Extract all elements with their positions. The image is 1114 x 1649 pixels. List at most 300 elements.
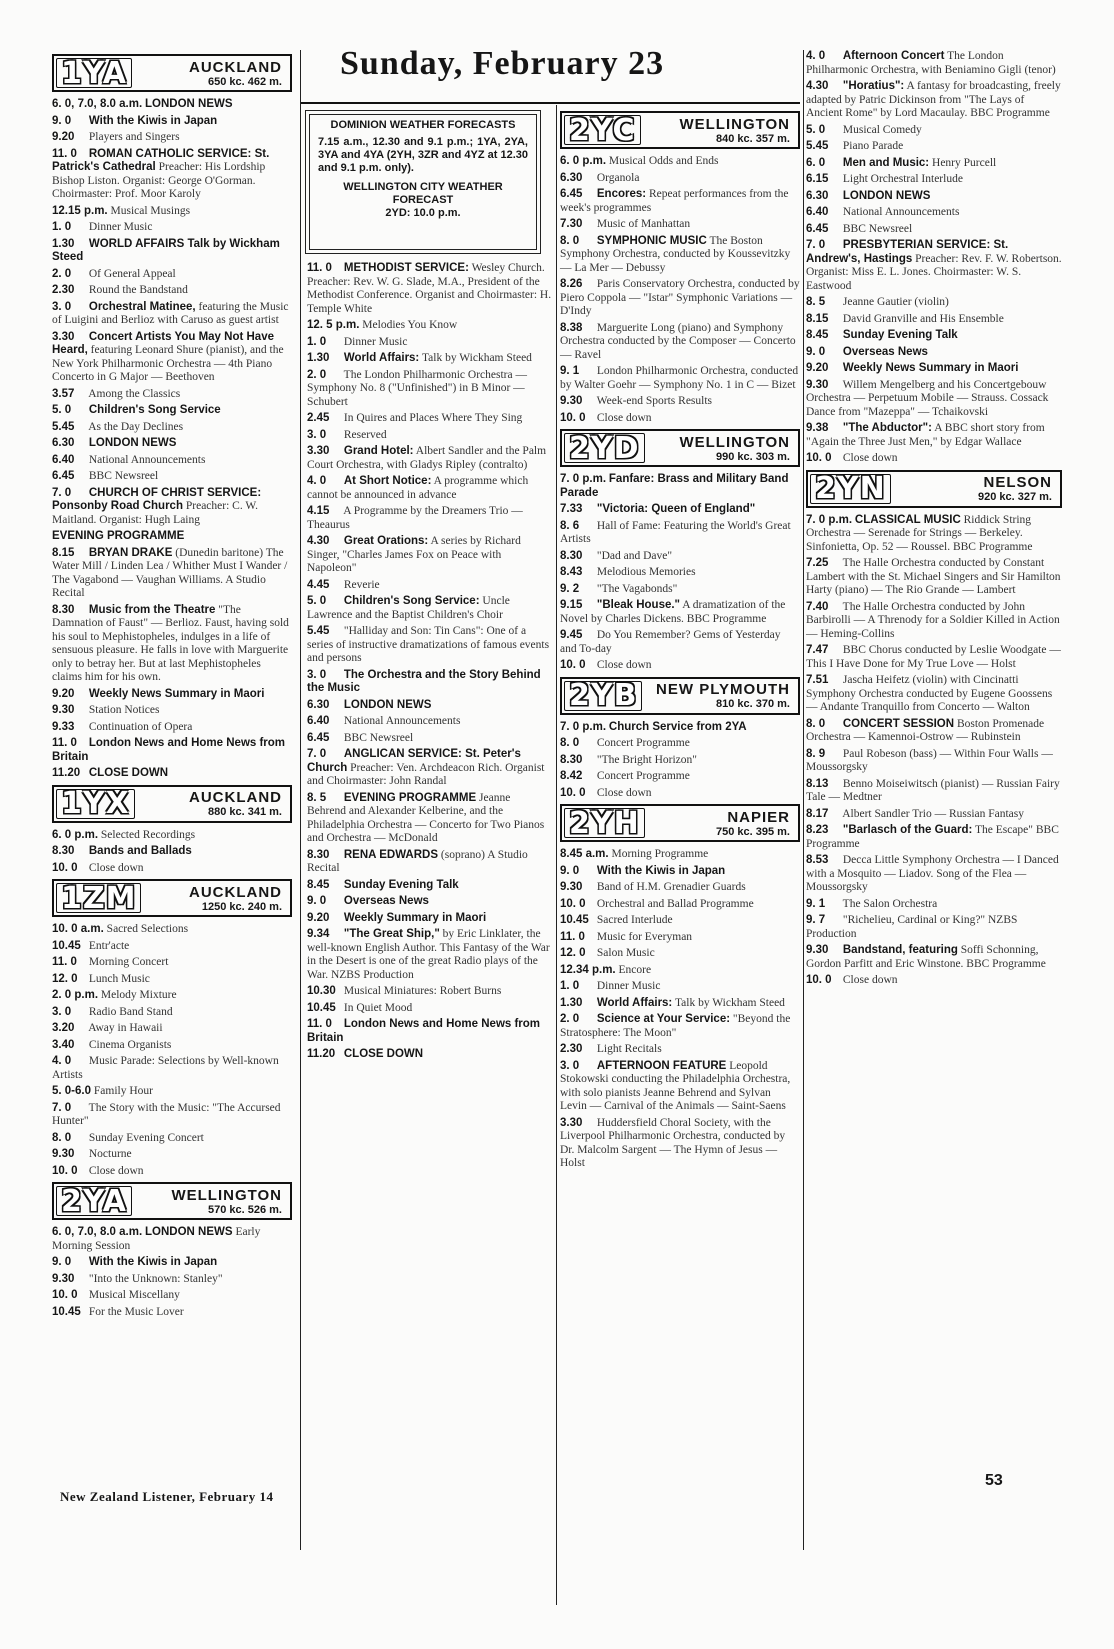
- programme-details: Among the Classics: [88, 387, 181, 400]
- programme-details: Piano Parade: [842, 140, 904, 152]
- schedule-2yh: [560, 848, 800, 1171]
- programme-details: Musical Miscellany: [88, 1289, 180, 1301]
- programme-entry: [806, 223, 1062, 237]
- programme-entry: [806, 140, 1062, 154]
- programme-entry: [806, 674, 1062, 715]
- programme-details: National Announcements: [88, 453, 206, 466]
- programme-entry: [806, 601, 1062, 642]
- programme-entry: [52, 115, 292, 129]
- programme-details: Boston Promenade Orchestra — Kamennoi-Ostrow — Rubinstein: [806, 717, 1045, 743]
- programme-title: Bandstand, featuring: [842, 944, 958, 956]
- programme-details: Benno Moiseiwitsch (pianist) — Russian Fairy Tale — Medtner: [806, 777, 1060, 803]
- programme-entry: [52, 388, 292, 402]
- station-city: NEW PLYMOUTH: [656, 681, 790, 698]
- programme-entry: [52, 923, 292, 937]
- programme-title: Children's Song Service: [88, 404, 221, 416]
- programme-entry: [52, 98, 292, 112]
- programme-entry: [560, 931, 800, 945]
- programme-entry: [52, 704, 292, 718]
- schedule-2yh-continued: [806, 50, 1062, 466]
- programme-time: 6.45: [52, 470, 75, 482]
- programme-time: 11. 0: [307, 262, 332, 274]
- programme-title: At Short Notice:: [343, 475, 432, 487]
- station-frequency: 840 kc. 357 m.: [715, 132, 790, 145]
- programme-details: Henry Purcell: [932, 156, 997, 169]
- programme-entry: [806, 50, 1062, 77]
- programme-title: ROMAN CATHOLIC SERVICE: St. Patrick's Cathedral: [52, 147, 270, 173]
- programme-details: Close down: [842, 452, 898, 464]
- programme-details: BBC Chorus conducted by Leslie Woodgate — This I Have Done for My True Love — Holst: [806, 644, 1061, 670]
- programme-details: Uncle Lawrence and the Baptist Children's Choir: [307, 595, 510, 621]
- programme-details: Wesley Church. Preacher: Rev. W. G. Slade, M.A., President of the Methodist Conference. Organist and Choirmaster: H. Temple White: [307, 262, 552, 315]
- programme-details: Paul Robeson (bass) — Within Four Walls — Moussorgsky: [806, 747, 1053, 773]
- programme-entry: [52, 547, 292, 601]
- programme-time: 8.30: [52, 845, 75, 857]
- programme-entry: [52, 1148, 292, 1162]
- programme-entry: [806, 778, 1062, 805]
- programme-entry: [806, 944, 1062, 971]
- programme-entry: [560, 235, 800, 276]
- programme-time: 9.34: [307, 928, 330, 940]
- programme-time: 12. 0: [52, 972, 78, 985]
- programme-entry: [307, 879, 552, 893]
- programme-details: A fantasy for broadcasting, freely adapted by Patric Dickinson from "The Lays of Ancient Rome" by Lord Macaulay. BBC Programme: [806, 80, 1061, 119]
- programme-time: 8.17: [806, 807, 829, 820]
- programme-time: 9.30: [52, 1148, 75, 1160]
- programme-details: Orchestral and Ballad Programme: [596, 897, 754, 910]
- programme-details: Musical Comedy: [842, 123, 922, 136]
- programme-time: 3. 0: [307, 668, 327, 681]
- programme-entry: [52, 1085, 292, 1099]
- programme-time: 1. 0: [560, 980, 580, 992]
- programme-time: 10. 0: [560, 659, 586, 671]
- programme-title: WORLD AFFAIRS Talk by Wickham Steed: [52, 237, 280, 263]
- column-2: [307, 262, 552, 1065]
- programme-details: Early Morning Session: [52, 1226, 261, 1252]
- programme-time: 7.33: [560, 503, 583, 515]
- programme-details: Music of Manhattan: [596, 218, 691, 230]
- programme-entry: [560, 473, 800, 500]
- programme-details: National Announcements: [343, 715, 461, 727]
- programme-time: 10. 0: [52, 861, 78, 874]
- programme-details: BBC Newsreel: [88, 470, 159, 482]
- programme-details: Sacred Selections: [106, 923, 189, 935]
- programme-time: 6. 0, 7.0, 8.0 a.m.: [52, 1226, 143, 1238]
- programme-details: Encore: [618, 963, 652, 976]
- programme-details: Repeat performances from the week's programmes: [560, 188, 789, 214]
- programme-entry: [52, 437, 292, 451]
- programme-time: 9. 7: [806, 914, 826, 926]
- programme-entry: [52, 268, 292, 282]
- programme-time: 6. 0: [806, 156, 826, 169]
- programme-time: 7. 0: [307, 748, 327, 760]
- column-3: [560, 107, 800, 1174]
- programme-title: "The Great Ship,": [343, 928, 440, 940]
- programme-title: London News and Home News from Britain: [307, 1018, 541, 1044]
- programme-time: 8.30: [560, 549, 583, 562]
- programme-details: Of General Appeal: [88, 267, 176, 280]
- programme-time: 10. 0: [806, 452, 832, 464]
- programme-title: London News and Home News from Britain: [52, 737, 286, 763]
- programme-time: 11. 0: [560, 930, 585, 943]
- programme-entry: [806, 173, 1062, 187]
- programme-title: Concert Artists You May Not Have Heard,: [52, 330, 274, 356]
- programme-time: 6. 0 p.m.: [560, 155, 607, 167]
- programme-time: 4.45: [307, 578, 330, 591]
- programme-time: 5. 0: [806, 123, 826, 136]
- programme-time: 6.30: [560, 171, 583, 184]
- programme-details: A programme which cannot be announced in advance: [307, 475, 529, 501]
- station-frequency: 920 kc. 327 m.: [977, 491, 1052, 503]
- programme-entry: [560, 1060, 800, 1114]
- programme-details: "Beyond the Stratosphere: The Moon": [560, 1013, 791, 1039]
- programme-entry: [806, 329, 1062, 343]
- programme-time: 2.45: [307, 412, 330, 424]
- station-city: AUCKLAND: [189, 883, 282, 901]
- programme-entry: [806, 898, 1062, 912]
- programme-time: 6.30: [806, 189, 829, 202]
- programme-entry: [806, 452, 1062, 466]
- programme-entry: [52, 454, 292, 468]
- programme-title: With the Kiwis in Japan: [596, 864, 726, 877]
- programme-details: Paris Conservatory Orchestra, conducted by Piero Coppola — "Istar" Symphonic Variations — D'Indy: [560, 278, 800, 317]
- programme-details: Preacher: His Lordship Bishop Liston. Organist: George O'Gorman. Choirmaster: Prof. Moor Karoly: [52, 161, 266, 200]
- weather-forecast-box: [309, 114, 537, 250]
- programme-details: For the Music Lover: [88, 1305, 184, 1318]
- programme-time: 3.40: [52, 1038, 75, 1051]
- programme-entry: [52, 989, 292, 1003]
- programme-title: "Bleak House.": [596, 599, 681, 611]
- programme-time: 1.30: [52, 237, 75, 250]
- page-title: Sunday, February 23: [340, 45, 665, 82]
- programme-entry: [52, 1289, 292, 1303]
- programme-details: Sacred Interlude: [596, 914, 673, 926]
- programme-entry: [52, 1039, 292, 1053]
- programme-time: 12.15 p.m.: [52, 204, 108, 217]
- programme-time: 8. 5: [806, 296, 826, 308]
- programme-details: Dinner Music: [596, 980, 661, 992]
- programme-title: Weekly News Summary in Maori: [88, 687, 265, 700]
- schedule-2yn: [806, 514, 1062, 988]
- programme-details: London Philharmonic Orchestra, conducted by Walter Goehr — Symphony No. 1 in C — Bizet: [560, 365, 799, 391]
- programme-entry: [806, 974, 1062, 988]
- programme-title: Sunday Evening Talk: [343, 878, 459, 891]
- station-call-sign: 2YD: [564, 433, 645, 463]
- programme-details: by Eric Linklater, the well-known English Author. This Fantasy of the War in the Desert is one of the great Radio plays of the War. NZBS Production: [307, 928, 550, 981]
- programme-time: 9.20: [806, 362, 829, 374]
- programme-time: 2.30: [560, 1043, 583, 1055]
- programme-details: Reserved: [343, 428, 387, 441]
- programme-entry: [52, 404, 292, 418]
- programme-time: 5.45: [52, 420, 75, 433]
- programme-title: Music from the Theatre: [88, 603, 216, 616]
- schedule-2ya-continued: [307, 262, 552, 1062]
- programme-time: 6.40: [52, 453, 75, 466]
- programme-details: Close down: [596, 411, 652, 424]
- programme-entry: [307, 792, 552, 846]
- programme-title: Grand Hotel:: [343, 445, 414, 457]
- programme-time: 7. 0 p.m.: [560, 473, 607, 485]
- programme-time: 9. 0: [52, 1256, 72, 1268]
- programme-details: Lunch Music: [88, 972, 150, 985]
- programme-details: David Granville and His Ensemble: [842, 312, 1004, 325]
- programme-entry: [52, 284, 292, 298]
- programme-details: Jascha Heifetz (violin) with Cincinatti Symphony Orchestra conducted by Eugene Goossens — Andante Tranquillo from Concerto — Walton: [806, 674, 1053, 713]
- programme-details: Radio Band Stand: [88, 1005, 173, 1018]
- station-header-2yn: [806, 470, 1062, 508]
- programme-title: EVENING PROGRAMME: [343, 791, 477, 804]
- programme-time: 8. 9: [806, 747, 826, 760]
- programme-title: Overseas News: [842, 345, 928, 358]
- station-header-1ya: [52, 54, 292, 92]
- programme-title: "Horatius":: [842, 80, 905, 92]
- programme-time: 7.51: [806, 674, 829, 686]
- programme-time: 6.40: [307, 715, 330, 727]
- programme-time: 10. 0: [560, 411, 586, 424]
- programme-title: CLOSE DOWN: [88, 767, 169, 779]
- programme-details: Cinema Organists: [88, 1038, 172, 1051]
- programme-time: 8.13: [806, 777, 829, 790]
- programme-time: 3.57: [52, 387, 75, 400]
- programme-entry: [307, 535, 552, 576]
- programme-time: 9.20: [307, 911, 330, 924]
- programme-details: "Dad and Dave": [596, 549, 673, 562]
- programme-details: Selected Recordings: [100, 828, 196, 841]
- programme-entry: [560, 881, 800, 895]
- programme-time: 8. 6: [560, 519, 580, 532]
- station-city: WELLINGTON: [679, 433, 790, 451]
- programme-time: 6.40: [806, 206, 829, 218]
- programme-time: 3.20: [52, 1022, 75, 1034]
- programme-entry: [806, 514, 1062, 555]
- programme-time: 6.15: [806, 173, 829, 185]
- programme-title: LONDON NEWS: [88, 437, 177, 449]
- station-city: AUCKLAND: [189, 58, 282, 76]
- programme-entry: [560, 566, 800, 580]
- programme-time: 12. 5 p.m.: [307, 319, 360, 331]
- programme-details: Preacher: C. W. Maitland. Organist: Hugh Laing: [52, 500, 259, 526]
- programme-entry: [806, 362, 1062, 376]
- programme-time: 9.20: [52, 131, 75, 143]
- programme-time: 7.30: [560, 218, 583, 230]
- programme-entry: [52, 301, 292, 328]
- programme-details: Close down: [88, 1164, 144, 1177]
- programme-details: A BBC short story from "Again the Three Just Men," by Edgar Wallace: [806, 422, 1045, 448]
- programme-entry: [806, 914, 1062, 941]
- programme-time: 9. 0: [560, 864, 580, 877]
- title-rule: [300, 102, 800, 104]
- station-header-2yb: [560, 677, 800, 715]
- programme-entry: [806, 157, 1062, 171]
- programme-time: 5. 0: [307, 595, 327, 607]
- programme-time: 8.15: [52, 546, 75, 559]
- programme-time: 1. 0: [52, 221, 72, 233]
- programme-details: Nocturne: [88, 1148, 132, 1160]
- station-frequency: 570 kc. 526 m.: [207, 1203, 282, 1216]
- programme-time: 7. 0: [52, 1101, 72, 1114]
- programme-entry: [52, 131, 292, 145]
- programme-details: Dinner Music: [88, 221, 153, 233]
- programme-entry: [52, 331, 292, 385]
- programme-time: 8. 0: [52, 1131, 72, 1144]
- station-frequency: 810 kc. 370 m.: [715, 698, 790, 710]
- forecast-body: 7.15 a.m., 12.30 and 9.1 p.m.; 1YA, 2YA, 3YA and 4YA (2YH, 3ZR and 4YZ at 12.30 and 9.1 p.m. only).: [318, 136, 528, 174]
- programme-time: 10. 0: [52, 1289, 78, 1301]
- programme-details: Melodies You Know: [362, 319, 458, 331]
- programme-time: 8. 0: [560, 737, 580, 749]
- programme-details: (Dunedin baritone) The Water Mill / Linden Lea / Whither Must I Wander / The Vagabond — Vaughan Williams. A Studio Recital: [52, 546, 288, 599]
- programme-time: 4.30: [806, 80, 829, 92]
- programme-entry: [560, 659, 800, 673]
- programme-title: RENA EDWARDS: [343, 848, 439, 861]
- programme-details: "Richelieu, Cardinal or King?" NZBS Production: [806, 914, 1018, 940]
- programme-entry: [52, 530, 292, 544]
- programme-details: "Into the Unknown: Stanley": [88, 1272, 223, 1285]
- schedule-1yx: [52, 829, 292, 876]
- programme-entry: [52, 148, 292, 202]
- programme-entry: [307, 748, 552, 789]
- programme-title: Orchestral Matinee,: [88, 300, 196, 313]
- programme-time: 8.23: [806, 824, 829, 836]
- programme-details: Music for Everyman: [596, 930, 693, 943]
- programme-time: 4. 0: [52, 1055, 72, 1067]
- programme-entry: [560, 737, 800, 751]
- programme-entry: [560, 1043, 800, 1057]
- programme-entry: [52, 737, 292, 764]
- programme-time: 10. 0 a.m.: [52, 923, 104, 935]
- programme-time: 7.40: [806, 600, 829, 613]
- programme-entry: [52, 1102, 292, 1129]
- programme-title: World Affairs:: [343, 352, 420, 364]
- programme-time: 10. 0: [806, 974, 832, 986]
- programme-entry: [560, 365, 800, 392]
- programme-time: 8. 0: [560, 234, 580, 247]
- station-frequency: 880 kc. 341 m.: [207, 806, 282, 818]
- programme-entry: [52, 1055, 292, 1082]
- programme-title: Science at Your Service:: [596, 1013, 731, 1025]
- programme-time: 8.43: [560, 566, 583, 578]
- programme-time: 7. 0 p.m.: [560, 720, 607, 733]
- programme-details: Week-end Sports Results: [596, 395, 713, 407]
- programme-entry: [806, 124, 1062, 138]
- programme-time: 8.30: [52, 603, 75, 616]
- programme-time: 9.30: [52, 704, 75, 716]
- programme-entry: [806, 313, 1062, 327]
- programme-details: Leopold Stokowski conducting the Philadelphia Orchestra, with solo pianists Jeanne Behrend and Sylvan Levin — Carnival of the Animals — Saint-Saens: [560, 1059, 791, 1112]
- programme-title: The Orchestra and the Story Behind the Music: [307, 668, 541, 694]
- programme-details: BBC Newsreel: [842, 222, 913, 235]
- programme-details: Station Notices: [88, 704, 160, 716]
- programme-details: Melodious Memories: [596, 566, 696, 578]
- programme-time: 1.30: [307, 352, 330, 364]
- programme-details: In Quiet Mood: [343, 1001, 413, 1014]
- programme-entry: [52, 1273, 292, 1287]
- programme-entry: [307, 928, 552, 982]
- programme-entry: [52, 940, 292, 954]
- programme-entry: [307, 412, 552, 426]
- programme-details: Band of H.M. Grenadier Guards: [596, 881, 746, 893]
- programme-title: METHODIST SERVICE:: [343, 262, 469, 274]
- station-call-sign: 1YA: [56, 58, 132, 88]
- programme-details: Riddick String Orchestra — Serenade for Strings — Berkeley. Sinfonietta, Op. 52 — Roussel. BBC Programme: [806, 513, 1033, 553]
- programme-entry: [307, 595, 552, 622]
- programme-entry: [52, 956, 292, 970]
- programme-entry: [307, 1018, 552, 1045]
- programme-entry: [806, 346, 1062, 360]
- programme-entry: [52, 1226, 292, 1253]
- city-forecast-time: 2YD: 10.0 p.m.: [385, 207, 461, 219]
- programme-entry: [560, 583, 800, 597]
- programme-time: 2. 0: [307, 368, 327, 381]
- programme-entry: [307, 336, 552, 350]
- column-divider: [803, 50, 804, 1550]
- station-call-sign: 2YH: [564, 808, 645, 838]
- programme-time: 3.30: [560, 1116, 583, 1129]
- programme-entry: [307, 445, 552, 472]
- programme-time: 8.26: [560, 278, 583, 290]
- programme-time: 10.45: [307, 1001, 336, 1014]
- schedule-1zm: [52, 923, 292, 1178]
- programme-time: 10. 0: [560, 897, 586, 910]
- programme-title: Weekly News Summary in Maori: [842, 362, 1019, 374]
- programme-entry: [307, 262, 552, 316]
- programme-entry: [560, 629, 800, 656]
- programme-title: Men and Music:: [842, 156, 930, 169]
- programme-entry: [806, 748, 1062, 775]
- programme-time: 8.53: [806, 854, 829, 866]
- station-header-1yx: [52, 785, 292, 823]
- programme-details: A dramatization of the Novel by Charles Dickens. BBC Programme: [560, 599, 786, 625]
- programme-details: The Story with the Music: "The Accursed Hunter": [52, 1101, 281, 1127]
- programme-entry: [307, 849, 552, 876]
- programme-entry: [560, 278, 800, 319]
- programme-entry: [560, 412, 800, 426]
- programme-time: 7.25: [806, 557, 829, 569]
- programme-entry: [307, 429, 552, 443]
- programme-details: Talk by Wickham Steed: [674, 996, 785, 1009]
- programme-time: 9.30: [806, 944, 829, 956]
- programme-entry: [307, 985, 552, 999]
- programme-time: 2. 0: [560, 1013, 580, 1025]
- programme-details: In Quires and Places Where They Sing: [343, 412, 523, 424]
- programme-details: Huddersfield Choral Society, with the Liverpool Philharmonic Orchestra, conducted by Dr. Malcolm Sargent — The Hymn of Jesus — Holst: [560, 1116, 786, 1169]
- programme-time: 9. 0: [806, 345, 826, 358]
- programme-time: 8. 0: [806, 717, 826, 730]
- programme-time: 7. 0: [52, 486, 72, 499]
- programme-details: Concert Programme: [596, 737, 690, 749]
- programme-time: 9. 0: [307, 895, 327, 907]
- programme-time: 3. 0: [307, 428, 327, 441]
- programme-time: 12. 0: [560, 947, 586, 959]
- programme-entry: [560, 787, 800, 801]
- programme-entry: [52, 238, 292, 265]
- programme-details: Organola: [596, 171, 640, 184]
- programme-entry: [52, 421, 292, 435]
- programme-time: 10.45: [52, 1305, 81, 1318]
- programme-entry: [52, 845, 292, 859]
- programme-title: Church Service from 2YA: [608, 720, 747, 733]
- programme-entry: [806, 80, 1062, 121]
- programme-entry: [806, 644, 1062, 671]
- programme-entry: [560, 1117, 800, 1171]
- programme-entry: [560, 155, 800, 169]
- programme-time: 8.45: [806, 329, 829, 341]
- programme-entry: [52, 1165, 292, 1179]
- station-header-2yd: [560, 429, 800, 467]
- programme-entry: [307, 1048, 552, 1062]
- programme-time: 8.30: [560, 753, 583, 766]
- programme-entry: [52, 1306, 292, 1320]
